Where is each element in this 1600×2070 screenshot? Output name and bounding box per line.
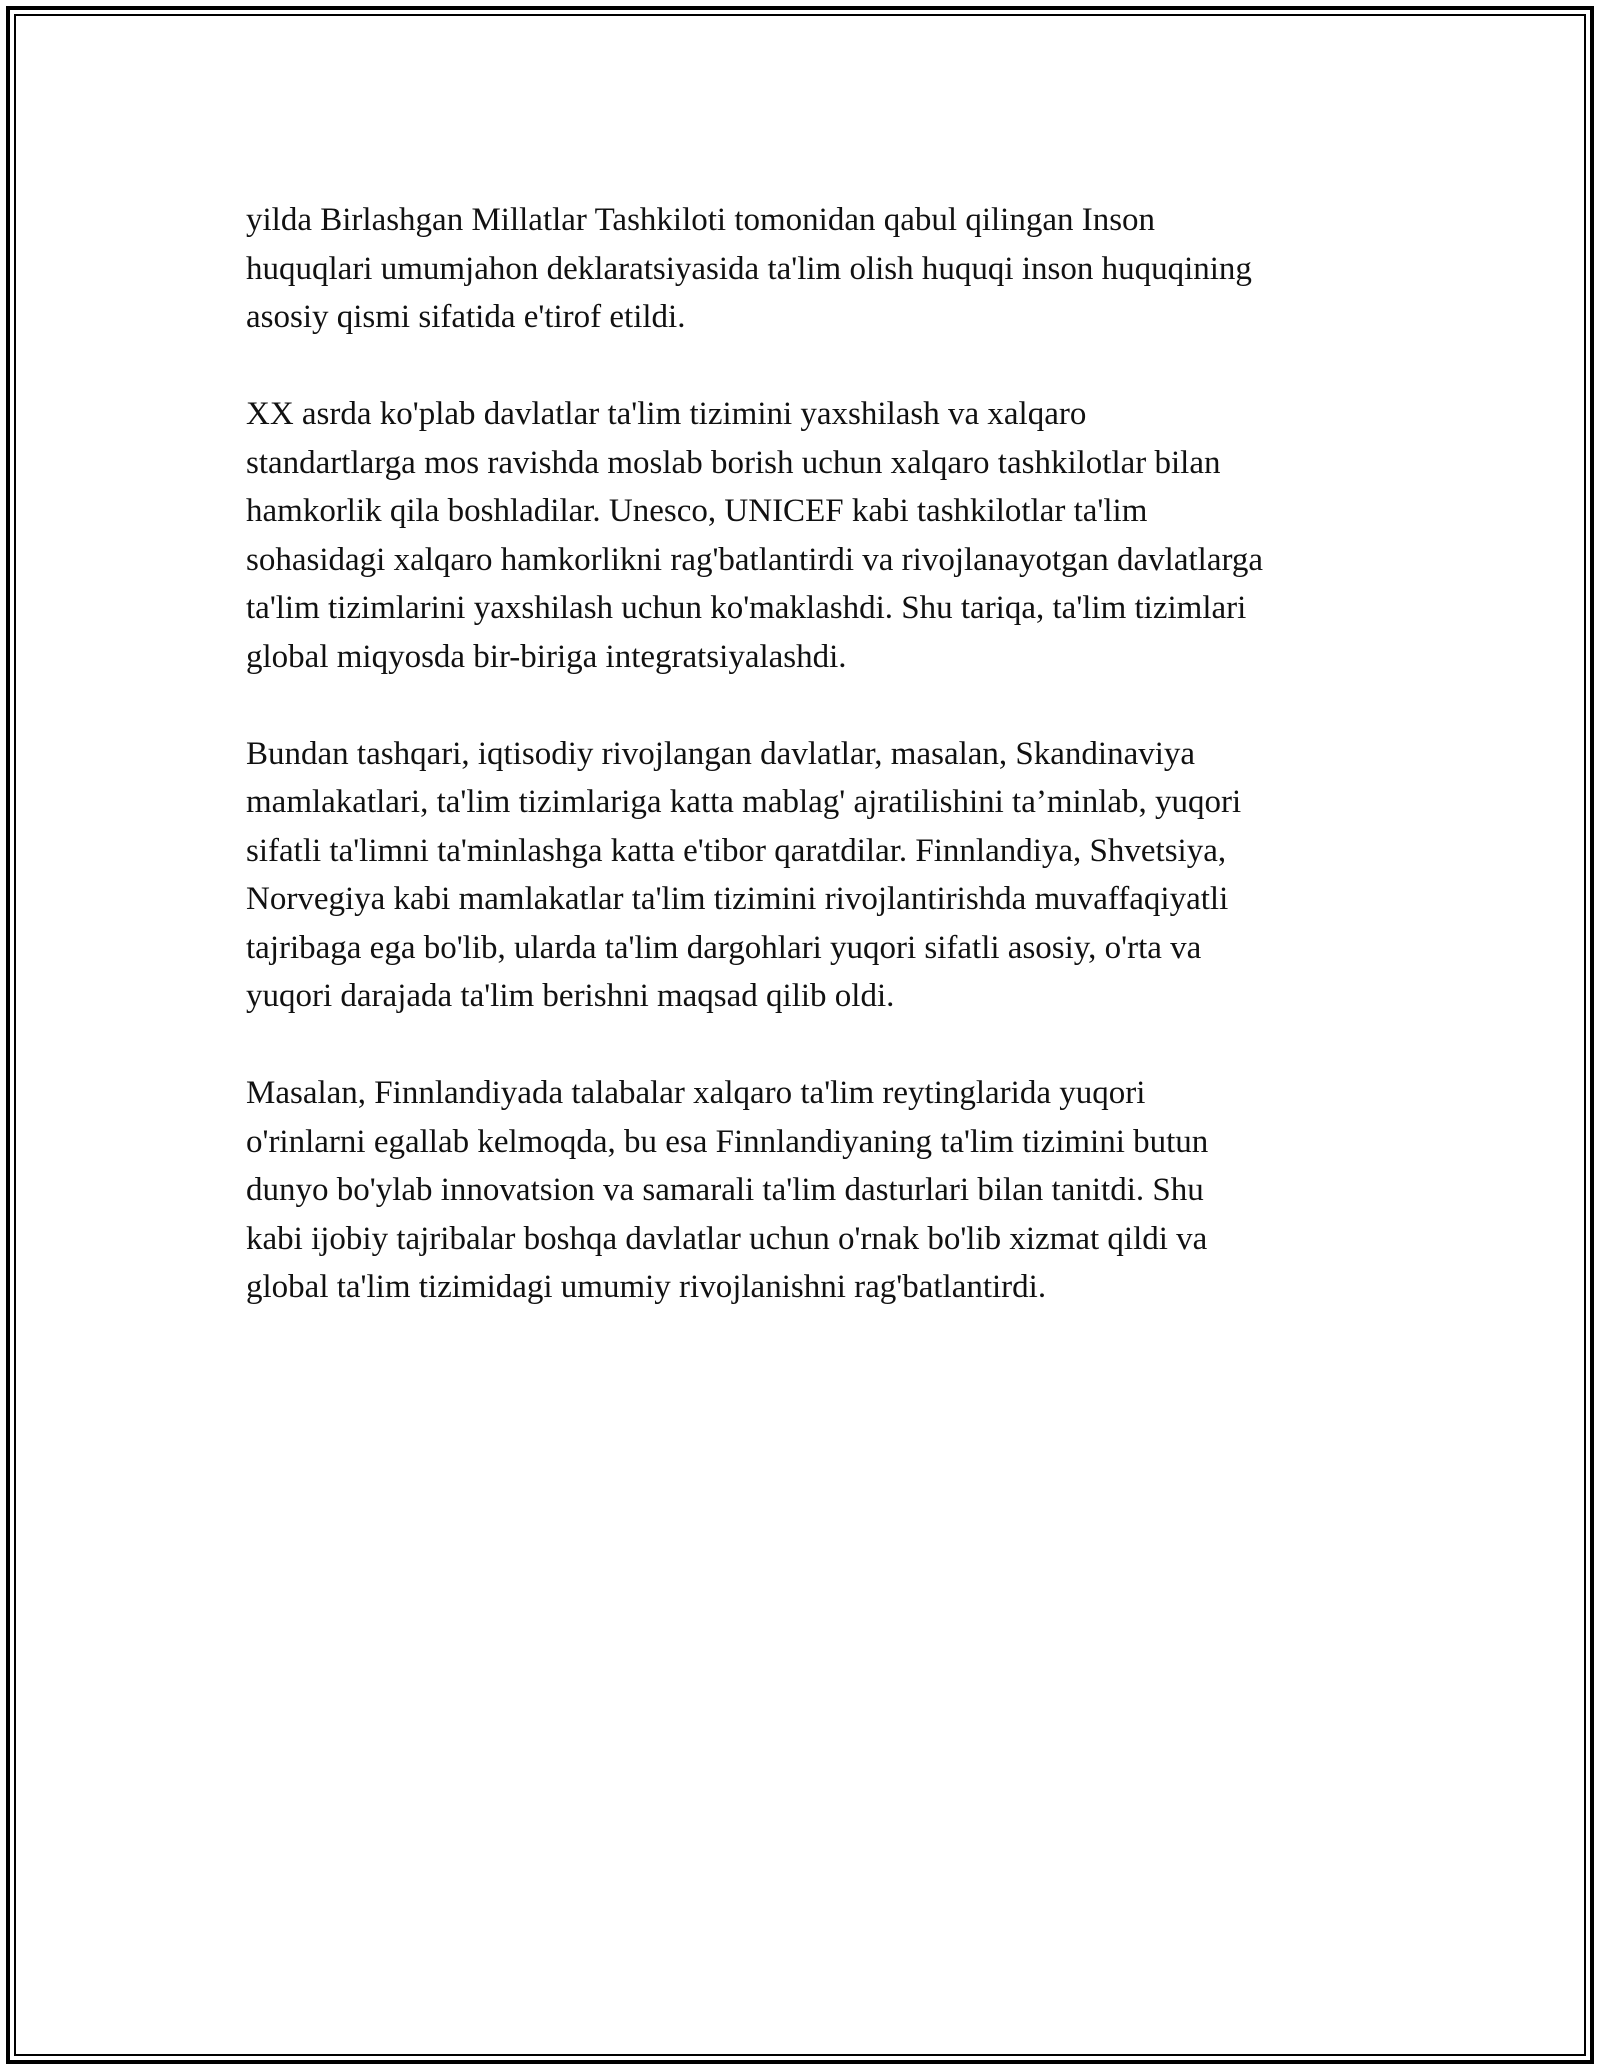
- text-line: kabi ijobiy tajribalar boshqa davlatlar uchun o'rnak bo'lib xizmat qildi va: [246, 1220, 1208, 1257]
- text-line: dunyo bo'ylab innovatsion va samarali ta'lim dasturlari bilan tanitdi. Shu: [246, 1172, 1204, 1208]
- text-line: sifatli ta'limni ta'minlashga katta e'tibor qaratdilar. Finnlandiya, Shvetsiya,: [246, 832, 1227, 869]
- paragraph-2: [246, 390, 1410, 681]
- text-line: sohasidagi xalqaro hamkorlikni rag'batlantirdi va rivojlanayotgan davlatlarga: [246, 541, 1264, 578]
- paragraph-4: [246, 1069, 1410, 1312]
- text-line: standartlarga mos ravishda moslab borish uchun xalqaro tashkilotlar bilan: [246, 444, 1221, 481]
- text-line: o'rinlarni egallab kelmoqda, bu esa Finnlandiyaning ta'lim tizimini butun: [246, 1123, 1209, 1160]
- text-line: Bundan tashqari, iqtisodiy rivojlangan davlatlar, masalan, Skandinaviya: [246, 735, 1196, 772]
- document-body: [246, 196, 1410, 1360]
- text-line: huquqlari umumjahon deklaratsiyasida ta'lim olish huquqi inson huquqining: [246, 250, 1252, 287]
- text-line: ta'lim tizimlarini yaxshilash uchun ko'maklashdi. Shu tariqa, ta'lim tizimlari: [246, 590, 1247, 626]
- text-line: Masalan, Finnlandiyada talabalar xalqaro ta'lim reytinglarida yuqori: [246, 1075, 1146, 1111]
- text-line: yuqori darajada ta'lim berishni maqsad qilib oldi.: [246, 978, 895, 1014]
- text-line: tajribaga ega bo'lib, ularda ta'lim dargohlari yuqori sifatli asosiy, o'rta va: [246, 929, 1202, 966]
- text-line: XX asrda ko'plab davlatlar ta'lim tizimini yaxshilash va xalqaro: [246, 396, 1087, 432]
- text-line: Norvegiya kabi mamlakatlar ta'lim tizimini rivojlantirishda muvaffaqiyatli: [246, 881, 1229, 917]
- text-line: hamkorlik qila boshladilar. Unesco, UNICEF kabi tashkilotlar ta'lim: [246, 493, 1148, 529]
- page-border: [6, 6, 1594, 2064]
- text-line: asosiy qismi sifatida e'tirof etildi.: [246, 299, 686, 335]
- text-line: global ta'lim tizimidagi umumiy rivojlanishni rag'batlantirdi.: [246, 1269, 1047, 1305]
- text-line: yilda Birlashgan Millatlar Tashkiloti tomonidan qabul qilingan Inson: [246, 202, 1156, 238]
- text-line: global miqyosda bir-biriga integratsiyalashdi.: [246, 638, 847, 675]
- text-line: mamlakatlari, ta'lim tizimlariga katta mablag' ajratilishini ta’minlab, yuqori: [246, 784, 1242, 820]
- paragraph-1: [246, 196, 1410, 342]
- paragraph-3: [246, 730, 1410, 1021]
